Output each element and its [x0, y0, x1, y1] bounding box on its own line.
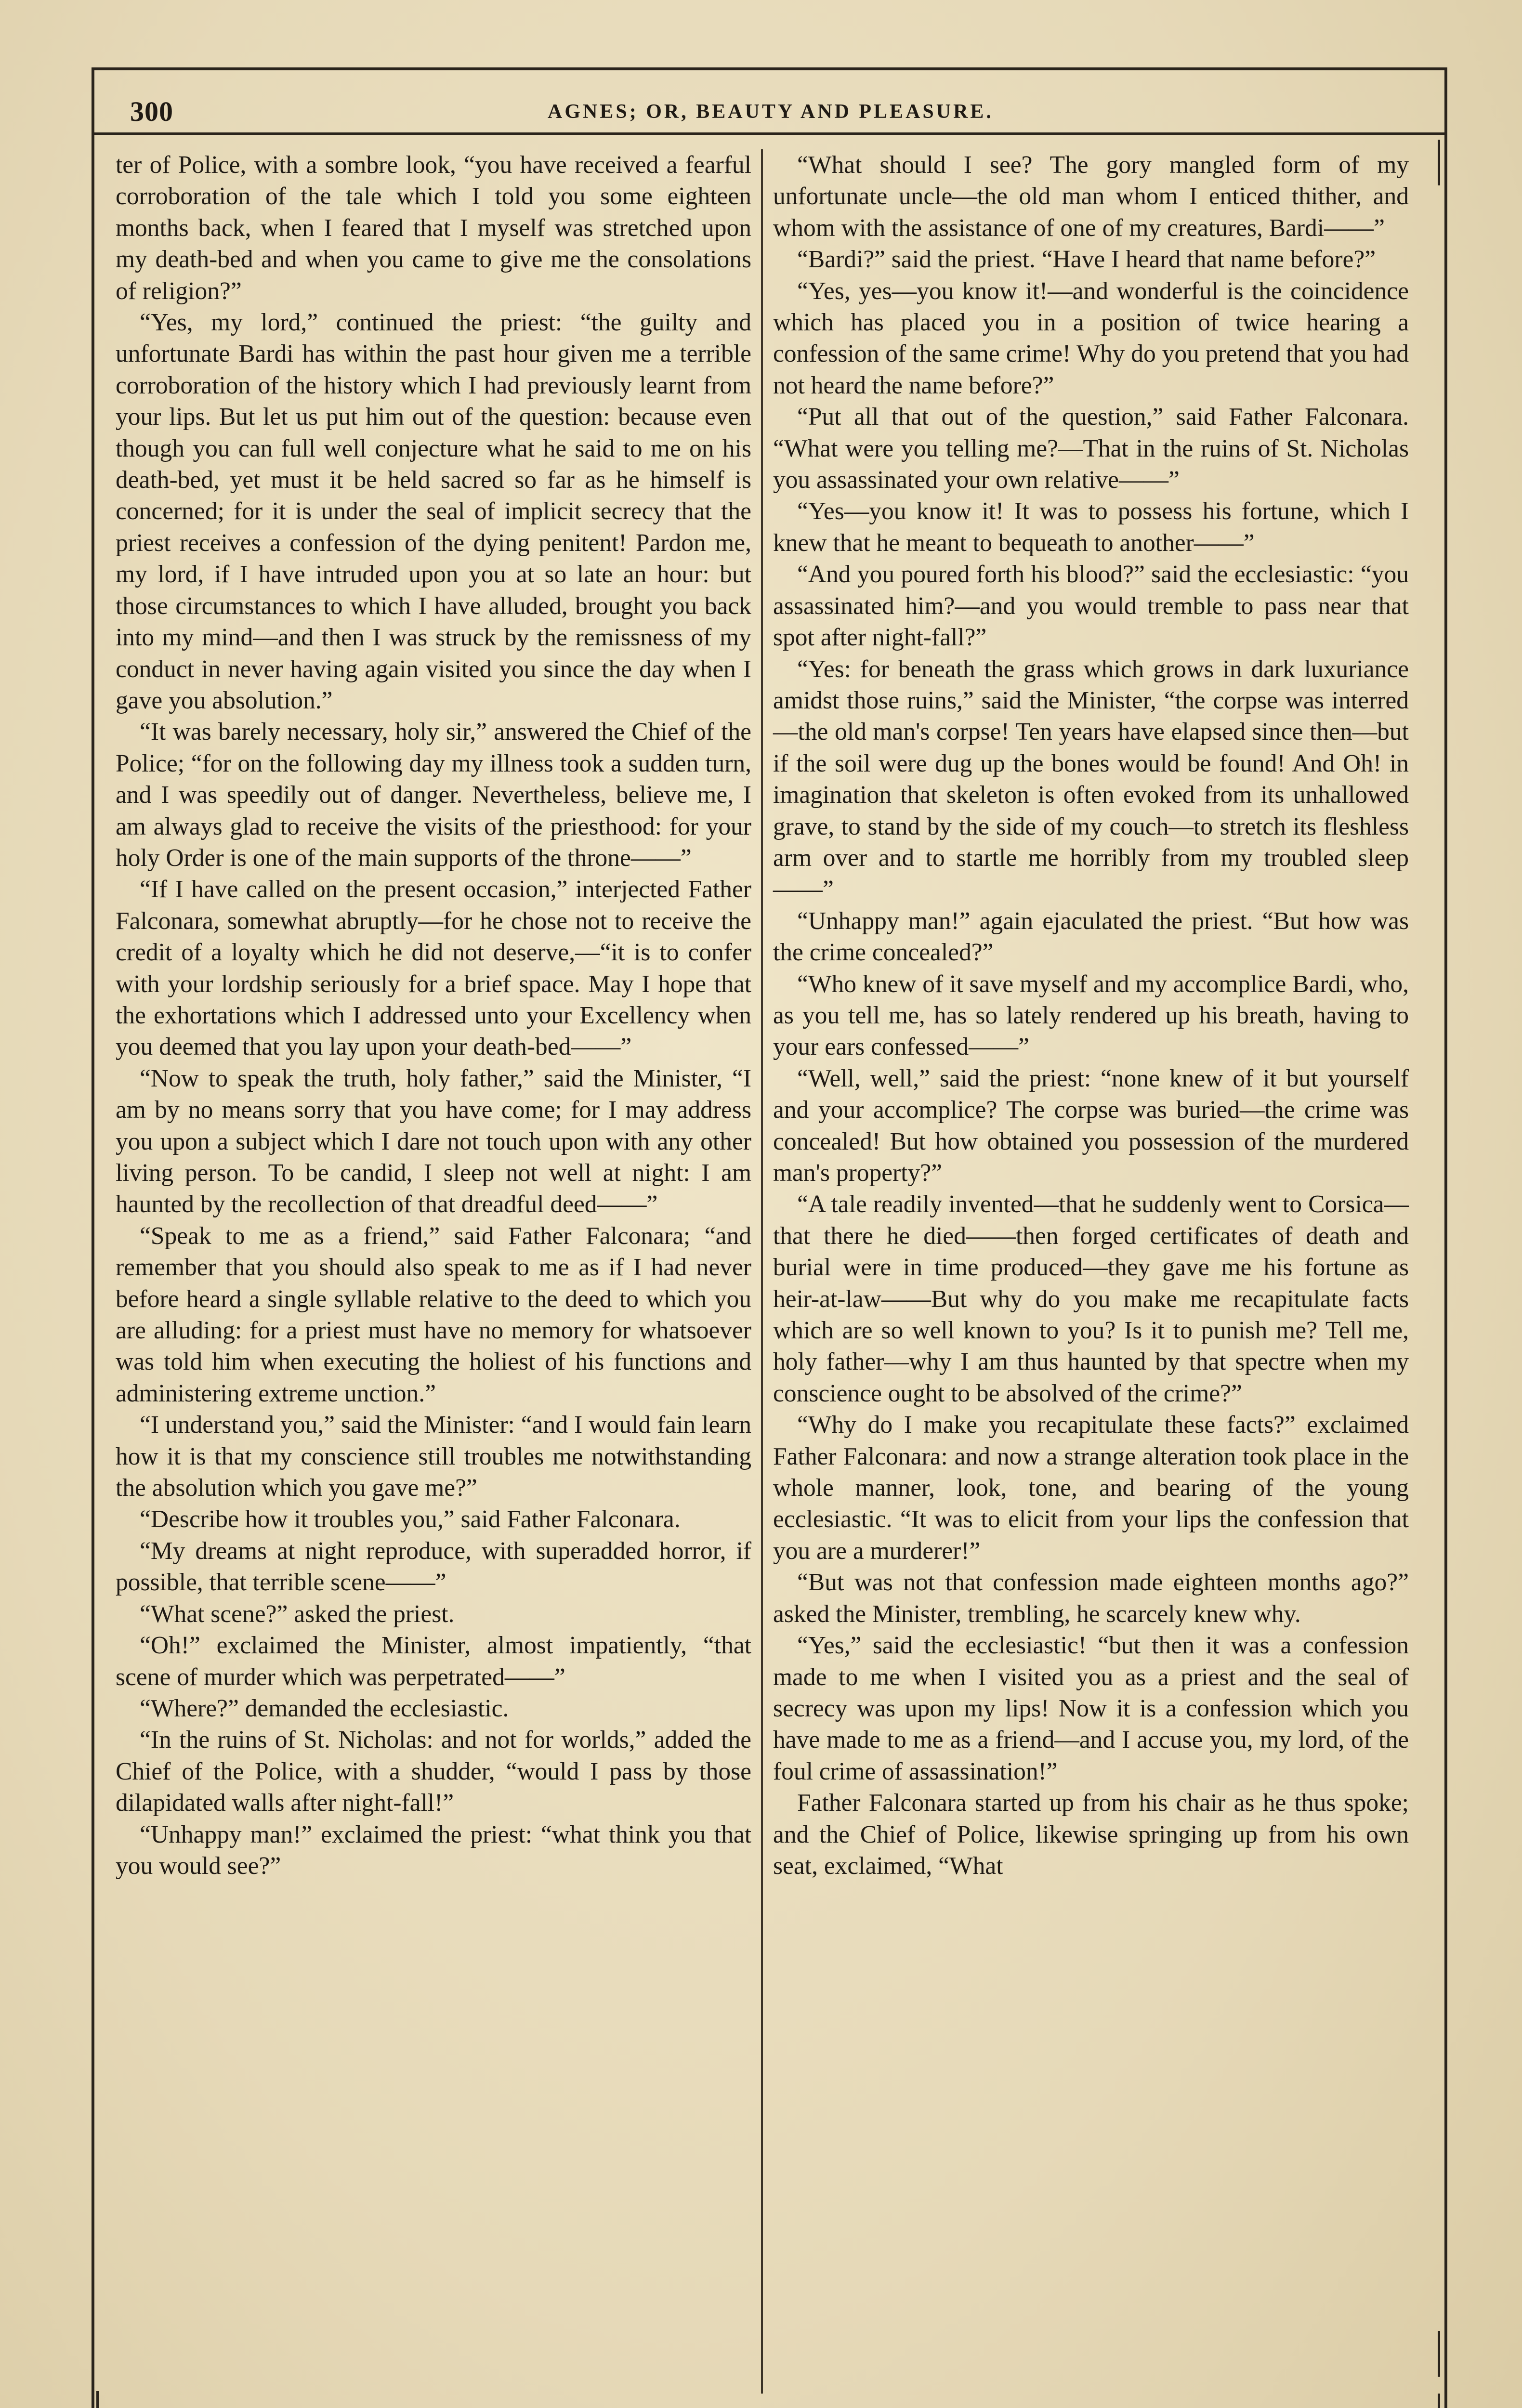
paragraph: “Where?” demanded the ecclesiastic. — [140, 1694, 509, 1722]
paragraph: “Put all that out of the question,” said Father Falconara. “What were you telling me?—That in the ruins of St. Nicholas you assassinated your own relative——” — [773, 403, 1409, 494]
paragraph: “It was barely necessary, holy sir,” answered the Chief of the Police; “for on the following day my illness took a sudden turn, and I was speedily out of danger. Nevertheless, believe me, I am always glad to receive the visits of the priesthood: for your holy Order is one of the main supports of the throne——” — [116, 718, 751, 872]
paragraph: “What should I see? The gory mangled form of my unfortunate uncle—the old man whom I enticed thither, and whom with the assistance of one of my creatures, Bardi——” — [773, 151, 1409, 242]
paragraph: “Describe how it troubles you,” said Father Falconara. — [140, 1505, 681, 1533]
paragraph: “Yes: for beneath the grass which grows in dark luxuriance amidst those ruins,” said the Minister, “the corpse was interred—the old man's corpse! Ten years have elapsed since then—but if the soil were dug up the bones would be found! And Oh! in imagination that skeleton is often evoked from its unhallowed grave, to stand by the side of my couch—to stretch its fleshless arm over and to startle me horribly from my troubled sleep——” — [773, 655, 1409, 903]
paragraph: “Yes, yes—you know it!—and wonderful is the coincidence which has placed you in a position of twice hearing a confession of the same crime! Why do you pretend that you had not heard the name before?” — [773, 277, 1409, 399]
page-header — [130, 95, 1411, 144]
paragraph: “But was not that confession made eighteen months ago?” asked the Minister, trembling, he scarcely knew why. — [773, 1569, 1409, 1628]
page-number: 300 — [130, 96, 173, 127]
paragraph: “Unhappy man!” again ejaculated the priest. “But how was the crime concealed?” — [773, 907, 1409, 967]
paragraph: “Why do I make you recapitulate these facts?” exclaimed Father Falconara: and now a strange alteration took place in the whole manner, look, tone, and bearing of the young ecclesiastic. “It was to elicit from your lips the confession that you are a murderer!” — [773, 1411, 1409, 1565]
left-column — [116, 149, 751, 1882]
header-rule — [94, 132, 1445, 135]
paragraph: ter of Police, with a sombre look, “you have received a fearful corroboration of the tale which I told you some eighteen months back, when I feared that I myself was stretched upon my death-bed and when you came to give me the consolations of religion?” — [116, 151, 751, 305]
margin-mark — [96, 2391, 99, 2408]
paragraph: “Unhappy man!” exclaimed the priest: “what think you that you would see?” — [116, 1820, 751, 1880]
column-divider — [761, 149, 763, 2394]
paragraph: “What scene?” asked the priest. — [140, 1600, 455, 1628]
margin-mark — [1438, 2331, 1440, 2377]
paragraph: “I understand you,” said the Minister: “and I would fain learn how it is that my conscience still troubles me notwithstanding the absolution which you gave me?” — [116, 1411, 751, 1502]
paragraph: “Oh!” exclaimed the Minister, almost impatiently, “that scene of murder which was perpetrated——” — [116, 1632, 751, 1691]
right-column — [773, 149, 1409, 1882]
paragraph: Father Falconara started up from his chair as he thus spoke; and the Chief of Police, likewise springing up from his own seat, exclaimed, “What — [773, 1789, 1409, 1880]
paragraph: “Yes, my lord,” continued the priest: “the guilty and unfortunate Bardi has within the past hour given me a terrible corroboration of the history which I had previously learnt from your lips. But let us put him out of the question: because even though you can full well conjecture what he said to me on his death-bed, yet must it be held sacred so far as he himself is concerned; for it is under the seal of implicit secrecy that the priest receives a confession of the dying penitent! Pardon me, my lord, if I have intruded upon you at so late an hour: but those circumstances to which I have alluded, brought you back into my mind—and then I was struck by the remissness of my conduct in never having again visited you since the day when I gave you absolution.” — [116, 309, 751, 714]
paragraph: “Now to speak the truth, holy father,” said the Minister, “I am by no means sorry that you have come; for I may address you upon a subject which I dare not touch upon with any other living person. To be candid, I sleep not well at night: I am haunted by the recollection of that dreadful deed——” — [116, 1064, 751, 1218]
paragraph: “A tale readily invented—that he suddenly went to Corsica—that there he died——then forged certificates of death and burial were in time produced—they gave me his fortune as heir-at-law——But why do you make me recapitulate facts which are so well known to you? Is it to punish me? Tell me, holy father—why I am thus haunted by that spectre when my conscience ought to be absolved of the crime?” — [773, 1191, 1409, 1407]
paragraph: “If I have called on the present occasion,” interjected Father Falconara, somewhat abruptly—for he chose not to receive the credit of a loyalty which he did not deserve,—“it is to confer with your lordship seriously for a brief space. May I hope that the exhortations which I addressed unto your Excellency when you deemed that you lay upon your death-bed——” — [116, 876, 751, 1061]
paragraph: “Yes,” said the ecclesiastic! “but then it was a confession made to me when I visited you as a priest and the seal of secrecy was upon my lips! Now it is a confession which you have made to me as a friend—and I accuse you, my lord, of the foul crime of assassination!” — [773, 1632, 1409, 1785]
paragraph: “And you poured forth his blood?” said the ecclesiastic: “you assassinated him?—and you would tremble to pass near that spot after night-fall?” — [773, 561, 1409, 652]
margin-mark — [1438, 140, 1440, 185]
paragraph: “My dreams at night reproduce, with superadded horror, if possible, that terrible scene——” — [116, 1537, 751, 1597]
running-head: AGNES; OR, BEAUTY AND PLEASURE. — [548, 101, 994, 123]
paragraph: “Yes—you know it! It was to possess his fortune, which I knew that he meant to bequeath to another——” — [773, 497, 1409, 557]
paragraph: “Bardi?” said the priest. “Have I heard that name before?” — [797, 246, 1376, 274]
paragraph: “Speak to me as a friend,” said Father Falconara; “and remember that you should also speak to me as if I had never before heard a single syllable relative to the deed to which you are alluding: for a priest must have no memory for whatsoever was told him when executing the holiest of his functions and administering extreme unction.” — [116, 1222, 751, 1407]
paragraph: “Who knew of it save myself and my accomplice Bardi, who, as you tell me, has so lately rendered up his breath, having to your ears confessed——” — [773, 970, 1409, 1061]
margin-mark — [1438, 2394, 1440, 2408]
paragraph: “In the ruins of St. Nicholas: and not for worlds,” added the Chief of the Police, with a shudder, “would I pass by those dilapidated walls after night-fall!” — [116, 1726, 751, 1817]
paragraph: “Well, well,” said the priest: “none knew of it but yourself and your accomplice? The corpse was buried—the crime was concealed! But how obtained you possession of the murdered man's property?” — [773, 1064, 1409, 1187]
